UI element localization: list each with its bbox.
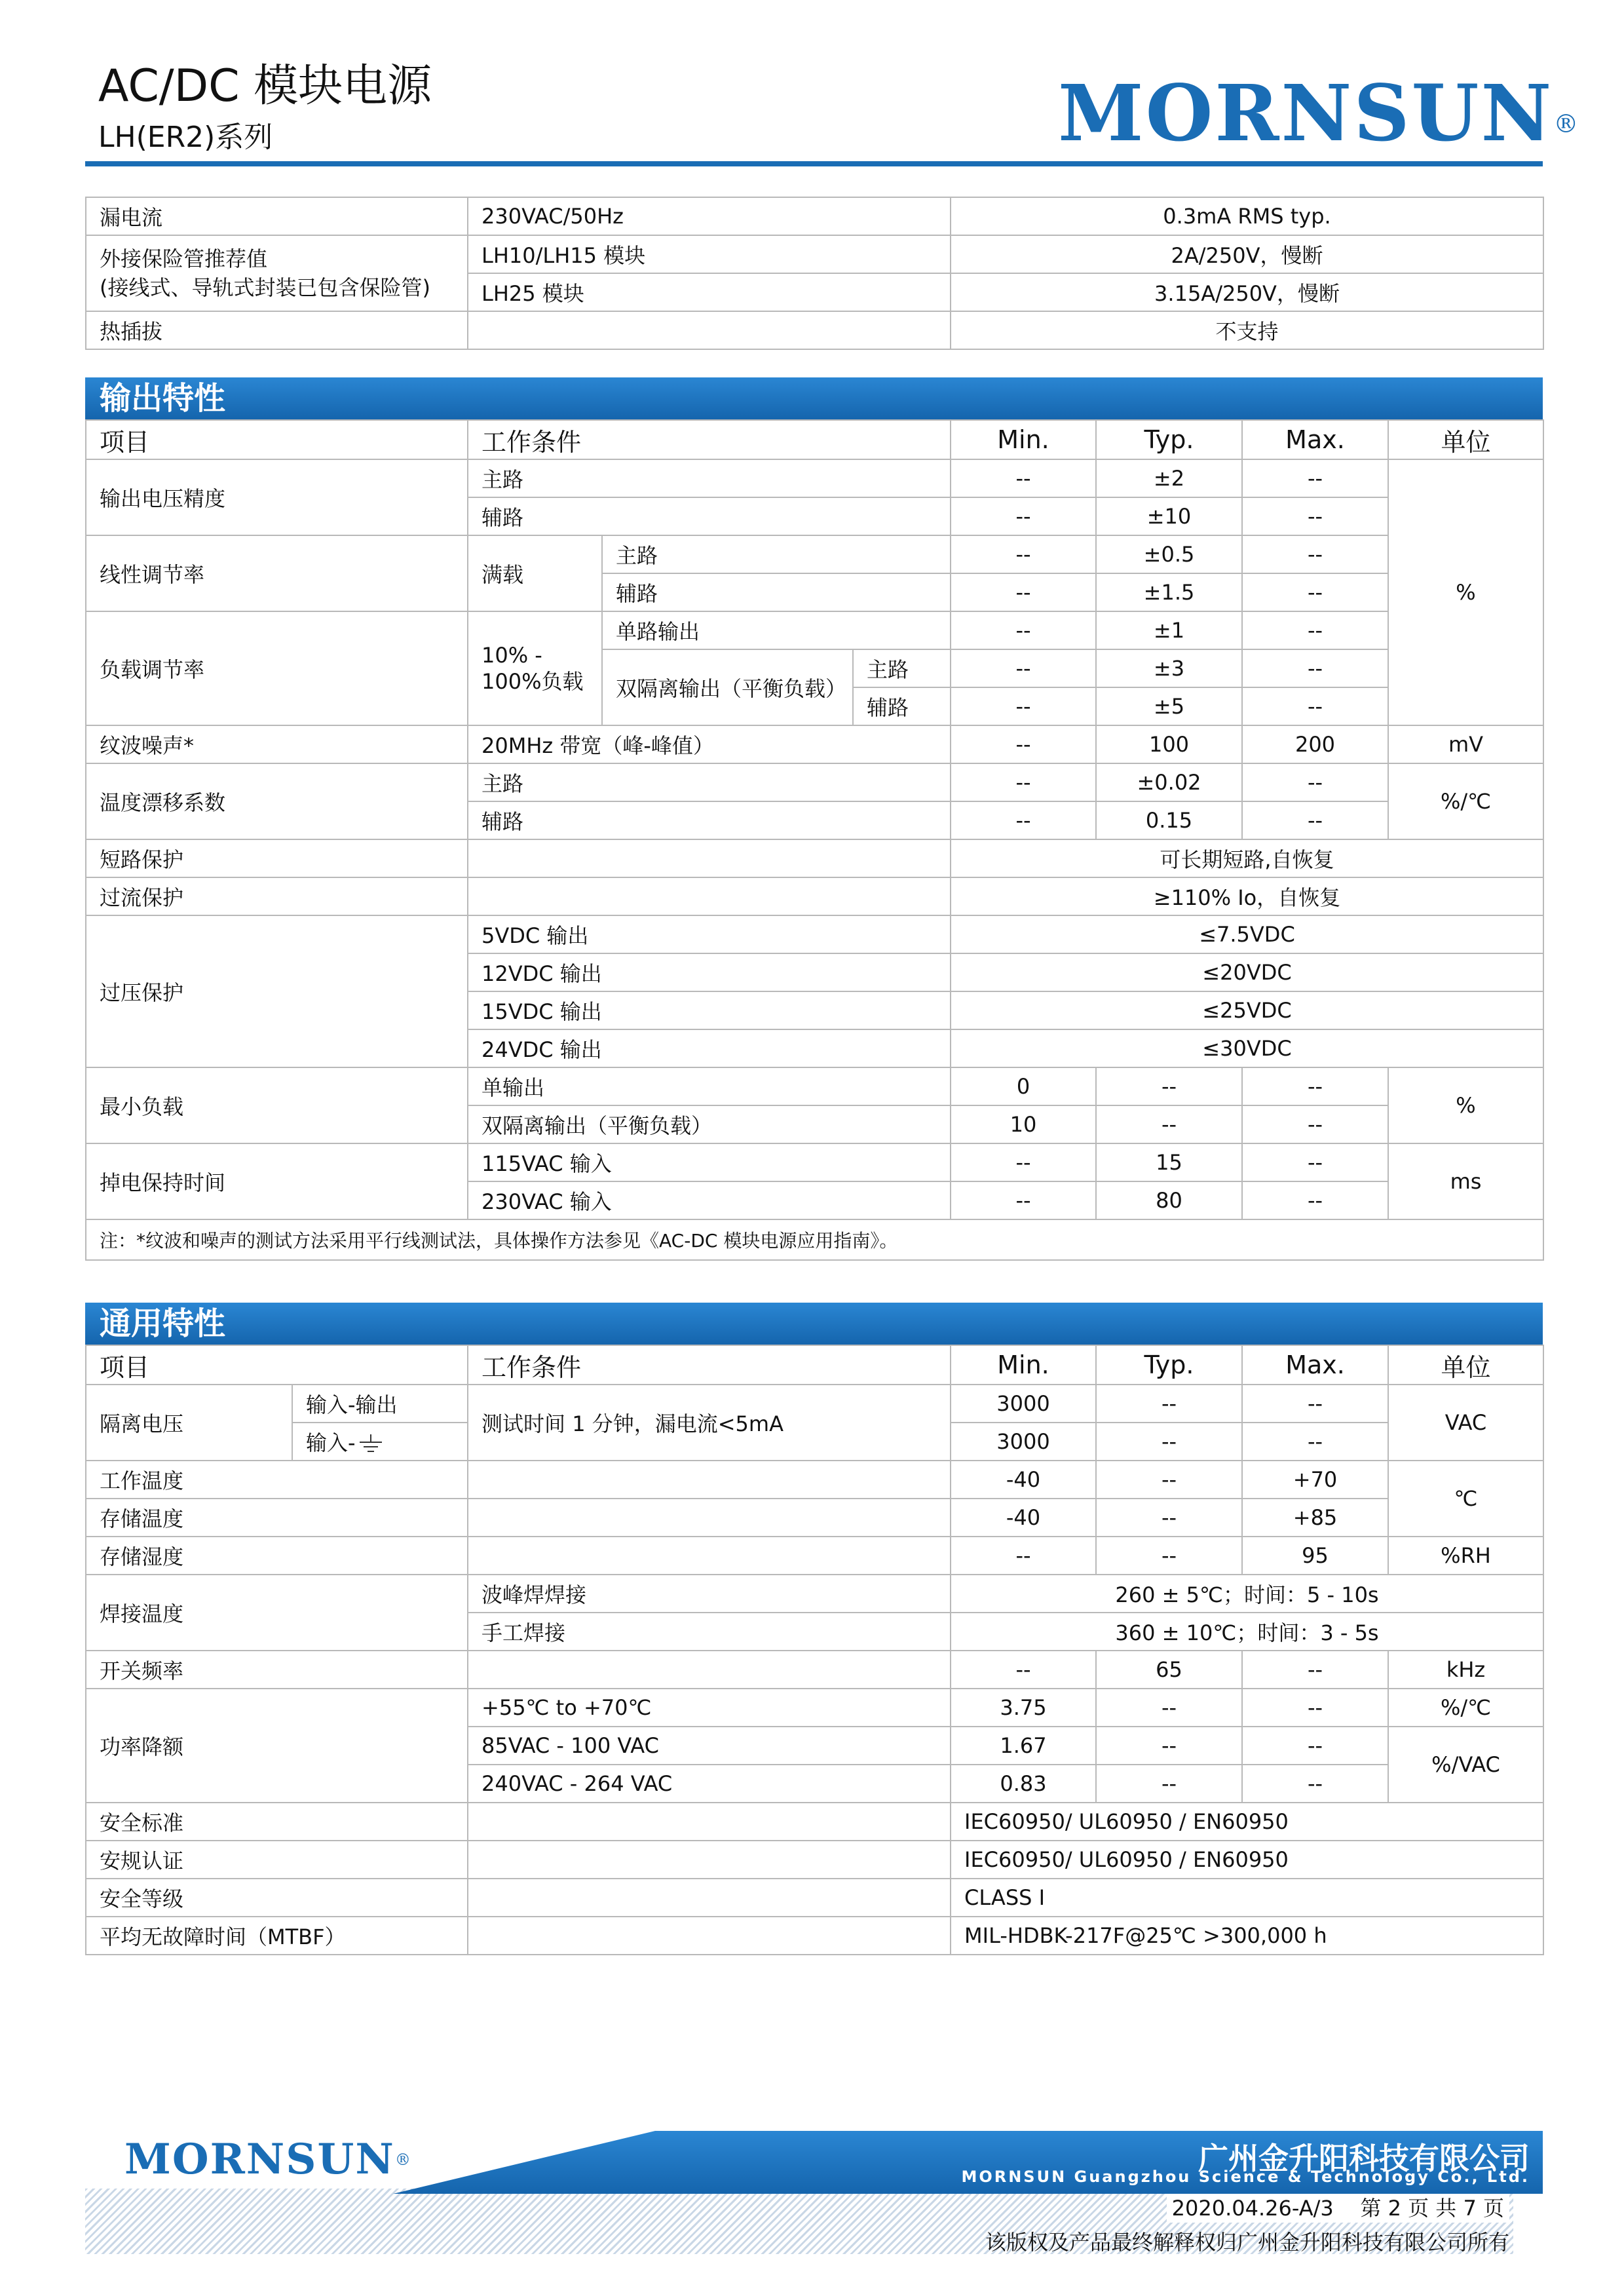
over-current-label: 过流保护 [86,877,468,915]
table-row [86,1651,1543,1689]
cond-aux: 辅路 [602,573,951,611]
temp-coef-label: 温度漂移系数 [86,763,468,839]
cell-min: -40 [951,1461,1096,1499]
document-title: AC/DC 模块电源 [98,60,432,112]
cell-min: -- [951,573,1096,611]
solder-value: 260 ± 5℃；时间：5 - 10s [951,1575,1543,1613]
cell-min: 1.67 [951,1727,1096,1765]
cell-unit: %/VAC [1388,1727,1543,1803]
page-number: 第 2 页 共 7 页 [1360,2196,1504,2221]
line-regulation-label: 线性调节率 [86,535,468,611]
cell-max: +85 [1242,1499,1388,1537]
fuse-label-line2: (接线式、导轨式封装已包含保险管) [100,275,430,300]
footer-date-page [1167,2194,1509,2223]
cell-unit: %/℃ [1388,763,1543,839]
unit-percent: % [1388,459,1543,725]
cell-typ: ±0.02 [1096,763,1242,801]
cell-max: -- [1242,1067,1388,1105]
cell-min: 3000 [951,1423,1096,1461]
cond-main: 主路 [468,459,951,497]
cond-dual: 双隔离输出（平衡负载） [468,1105,951,1143]
short-circuit-label: 短路保护 [86,839,468,877]
hold-cond: 115VAC 输入 [468,1143,951,1181]
table-row [86,1219,1543,1260]
solder-cond: 波峰焊焊接 [468,1575,951,1613]
footer-brand: MORNSUN [124,2135,395,2184]
cond-aux: 辅路 [468,801,951,839]
cell-min: -- [951,459,1096,497]
short-circuit-value: 可长期短路,自恢复 [951,839,1543,877]
date-code: 2020.04.26-A/3 [1171,2196,1334,2221]
safety-class-value: CLASS I [951,1879,1543,1917]
table-row [86,839,1543,877]
cell-min: 3.75 [951,1689,1096,1727]
storage-humidity-label: 存储湿度 [86,1537,468,1575]
col-min: Min. [951,1345,1096,1385]
cell-typ: -- [1096,1461,1242,1499]
cell-typ: ±2 [1096,459,1242,497]
cell-min: -- [951,687,1096,725]
cell-min: -- [951,1537,1096,1575]
cell-unit: %RH [1388,1537,1543,1575]
leakage-value: 0.3mA RMS typ. [951,197,1543,235]
cell-max: -- [1242,497,1388,535]
cell-max: -- [1242,687,1388,725]
cell-typ: -- [1096,1067,1242,1105]
op-temp-cond [468,1461,951,1499]
cell-min: 10 [951,1105,1096,1143]
cell-max: -- [1242,649,1388,687]
cell-typ: ±1.5 [1096,573,1242,611]
table-row [86,1879,1543,1917]
table-row [86,1143,1543,1181]
ovp-value: ≤30VDC [951,1029,1543,1067]
input-spec-table [85,197,1544,350]
col-item: 项目 [86,420,468,459]
derating-cond: +55℃ to +70℃ [468,1689,951,1727]
storage-humidity-cond [468,1537,951,1575]
table-row [86,763,1543,801]
cell-max: -- [1242,1727,1388,1765]
cell-typ: ±3 [1096,649,1242,687]
cell-typ: ±10 [1096,497,1242,535]
cell-typ: -- [1096,1385,1242,1423]
cell-max: -- [1242,459,1388,497]
cell-max: -- [1242,1143,1388,1181]
table-row [86,311,1543,349]
general-spec-table [85,1345,1544,1955]
safety-class-cond [468,1879,951,1917]
ground-icon [356,1434,386,1454]
cond-single: 单路输出 [602,611,951,649]
col-max: Max. [1242,1345,1388,1385]
table-row [86,535,1543,573]
cell-typ: 0.15 [1096,801,1242,839]
mtbf-label: 平均无故障时间（MTBF） [86,1917,468,1955]
table-row [86,235,1543,273]
cell-min: 0.83 [951,1765,1096,1803]
cell-min: -- [951,535,1096,573]
table-row [86,1689,1543,1727]
safety-standard-label: 安全标准 [86,1803,468,1841]
table-row [86,1575,1543,1613]
table-row [86,1067,1543,1105]
switch-freq-cond [468,1651,951,1689]
cell-max: 200 [1242,725,1388,763]
cell-typ: ±5 [1096,687,1242,725]
ovp-value: ≤20VDC [951,953,1543,991]
cell-max: -- [1242,573,1388,611]
cell-unit: %/℃ [1388,1689,1543,1727]
load-regulation-cond [468,611,602,725]
col-max: Max. [1242,420,1388,459]
cell-min: 3000 [951,1385,1096,1423]
cell-typ: -- [1096,1423,1242,1461]
mtbf-cond [468,1917,951,1955]
cond-main: 主路 [468,763,951,801]
cell-max: -- [1242,1689,1388,1727]
cell-unit: VAC [1388,1385,1543,1461]
cell-typ: -- [1096,1499,1242,1537]
table-header-row [86,420,1543,459]
ovp-cond: 12VDC 输出 [468,953,951,991]
cell-min: -40 [951,1499,1096,1537]
col-cond: 工作条件 [468,1345,951,1385]
derating-label: 功率降额 [86,1689,468,1803]
isolation-sub-label: 输入- [306,1430,356,1455]
table-row [86,1537,1543,1575]
cell-max: -- [1242,535,1388,573]
cell-unit: ℃ [1388,1461,1543,1537]
brand-name: MORNSUN [1058,67,1554,159]
isolation-label: 隔离电压 [86,1385,292,1461]
cell-min: -- [951,801,1096,839]
certification-value: IEC60950/ UL60950 / EN60950 [951,1841,1543,1879]
table-row [86,459,1543,497]
header-rule [85,161,1543,166]
cell-max: -- [1242,1181,1388,1219]
fuse-label [86,235,468,311]
cell-min: 0 [951,1067,1096,1105]
ovp-value: ≤7.5VDC [951,915,1543,953]
cell-max: -- [1242,1651,1388,1689]
safety-standard-cond [468,1803,951,1841]
table-row [86,1803,1543,1841]
cell-max: -- [1242,1385,1388,1423]
cell-unit: ms [1388,1143,1543,1219]
cond-main: 主路 [853,649,951,687]
section-title-output: 输出特性 [85,377,1543,419]
leakage-cond: 230VAC/50Hz [468,197,951,235]
cell-min: -- [951,497,1096,535]
cell-typ: -- [1096,1537,1242,1575]
cell-unit: kHz [1388,1651,1543,1689]
cell-min: -- [951,1143,1096,1181]
company-name-cn: 广州金升阳科技有限公司 [1198,2141,1530,2176]
cell-max: -- [1242,763,1388,801]
table-row [86,197,1543,235]
derating-cond: 85VAC - 100 VAC [468,1727,951,1765]
col-unit: 单位 [1388,1345,1543,1385]
cond-line2: 100%负载 [482,669,584,694]
safety-class-label: 安全等级 [86,1879,468,1917]
ripple-note: 注：*纹波和噪声的测试方法采用平行线测试法，具体操作方法参见《AC-DC 模块电源应用指南》。 [86,1219,1543,1260]
fuse-label-line1: 外接保险管推荐值 [100,246,268,271]
storage-temp-label: 存储温度 [86,1499,468,1537]
ovp-cond: 24VDC 输出 [468,1029,951,1067]
cell-typ: 65 [1096,1651,1242,1689]
cell-min: -- [951,1651,1096,1689]
load-regulation-label: 负载调节率 [86,611,468,725]
hotplug-cond [468,311,951,349]
hotplug-value: 不支持 [951,311,1543,349]
table-row [86,1461,1543,1499]
cell-typ: ±0.5 [1096,535,1242,573]
cell-unit: mV [1388,725,1543,763]
cell-min: -- [951,725,1096,763]
cell-typ: 15 [1096,1143,1242,1181]
short-circuit-cond [468,839,951,877]
cell-typ: -- [1096,1727,1242,1765]
cell-max: -- [1242,801,1388,839]
fuse-value-b: 3.15A/250V，慢断 [951,273,1543,311]
cell-typ: -- [1096,1765,1242,1803]
cell-typ: 100 [1096,725,1242,763]
min-load-label: 最小负载 [86,1067,468,1143]
ripple-cond: 20MHz 带宽（峰-峰值） [468,725,951,763]
col-item: 项目 [86,1345,468,1385]
registered-mark: ® [394,2151,412,2169]
cell-max: 95 [1242,1537,1388,1575]
col-unit: 单位 [1388,420,1543,459]
hold-time-label: 掉电保持时间 [86,1143,468,1219]
fuse-cond-b: LH25 模块 [468,273,951,311]
leakage-label: 漏电流 [86,197,468,235]
solder-temp-label: 焊接温度 [86,1575,468,1651]
certification-label: 安规认证 [86,1841,468,1879]
cell-typ: -- [1096,1105,1242,1143]
solder-cond: 手工焊接 [468,1613,951,1651]
cell-max: +70 [1242,1461,1388,1499]
registered-mark: ® [1553,109,1581,138]
footer-band [937,2131,1543,2194]
isolation-cond: 测试时间 1 分钟，漏电流<5mA [468,1385,951,1461]
cond-aux: 辅路 [853,687,951,725]
cond-main: 主路 [602,535,951,573]
table-row [86,1499,1543,1537]
copyright-notice: 该版权及产品最终解释权归广州金升阳科技有限公司所有 [985,2230,1509,2255]
isolation-sub-in-out: 输入-输出 [292,1385,468,1423]
cell-min: -- [951,1181,1096,1219]
voltage-accuracy-label: 输出电压精度 [86,459,468,535]
table-row [86,611,1543,649]
brand-logo [1058,67,1581,159]
line-regulation-cond: 满载 [468,535,602,611]
switch-freq-label: 开关频率 [86,1651,468,1689]
footer-logo [124,2133,412,2186]
company-name-en: MORNSUN Guangzhou Science & Technology Co., Ltd. [961,2168,1530,2186]
table-row [86,1917,1543,1955]
section-title-general: 通用特性 [85,1303,1543,1345]
col-cond: 工作条件 [468,420,951,459]
over-current-cond [468,877,951,915]
cell-typ: -- [1096,1689,1242,1727]
table-row [86,725,1543,763]
cond-dual: 双隔离输出（平衡负载） [602,649,853,725]
hotplug-label: 热插拔 [86,311,468,349]
cell-min: -- [951,763,1096,801]
fuse-cond-a: LH10/LH15 模块 [468,235,951,273]
table-header-row [86,1345,1543,1385]
cell-typ: 80 [1096,1181,1242,1219]
table-row [86,915,1543,953]
ovp-cond: 5VDC 输出 [468,915,951,953]
cond-line1: 10% - [482,643,542,668]
table-row [86,1385,1543,1423]
certification-cond [468,1841,951,1879]
table-row [86,1841,1543,1879]
table-row [86,877,1543,915]
cell-unit: % [1388,1067,1543,1143]
cell-max: -- [1242,1105,1388,1143]
isolation-sub-in-ground [292,1423,468,1461]
cell-min: -- [951,611,1096,649]
series-name: LH(ER2)系列 [98,121,273,154]
safety-standard-value: IEC60950/ UL60950 / EN60950 [951,1803,1543,1841]
cell-max: -- [1242,1423,1388,1461]
op-temp-label: 工作温度 [86,1461,468,1499]
cell-max: -- [1242,611,1388,649]
ovp-value: ≤25VDC [951,991,1543,1029]
ripple-label: 纹波噪声* [86,725,468,763]
cond-single: 单输出 [468,1067,951,1105]
ovp-label: 过压保护 [86,915,468,1067]
col-min: Min. [951,420,1096,459]
col-typ: Typ. [1096,420,1242,459]
cell-min: -- [951,649,1096,687]
fuse-value-a: 2A/250V，慢断 [951,235,1543,273]
hold-cond: 230VAC 输入 [468,1181,951,1219]
cell-typ: ±1 [1096,611,1242,649]
derating-cond: 240VAC - 264 VAC [468,1765,951,1803]
over-current-value: ≥110% Io，自恢复 [951,877,1543,915]
output-spec-table [85,419,1544,1261]
storage-temp-cond [468,1499,951,1537]
cell-max: -- [1242,1765,1388,1803]
cond-aux: 辅路 [468,497,951,535]
solder-value: 360 ± 10℃；时间：3 - 5s [951,1613,1543,1651]
col-typ: Typ. [1096,1345,1242,1385]
mtbf-value: MIL-HDBK-217F@25℃ >300,000 h [951,1917,1543,1955]
ovp-cond: 15VDC 输出 [468,991,951,1029]
